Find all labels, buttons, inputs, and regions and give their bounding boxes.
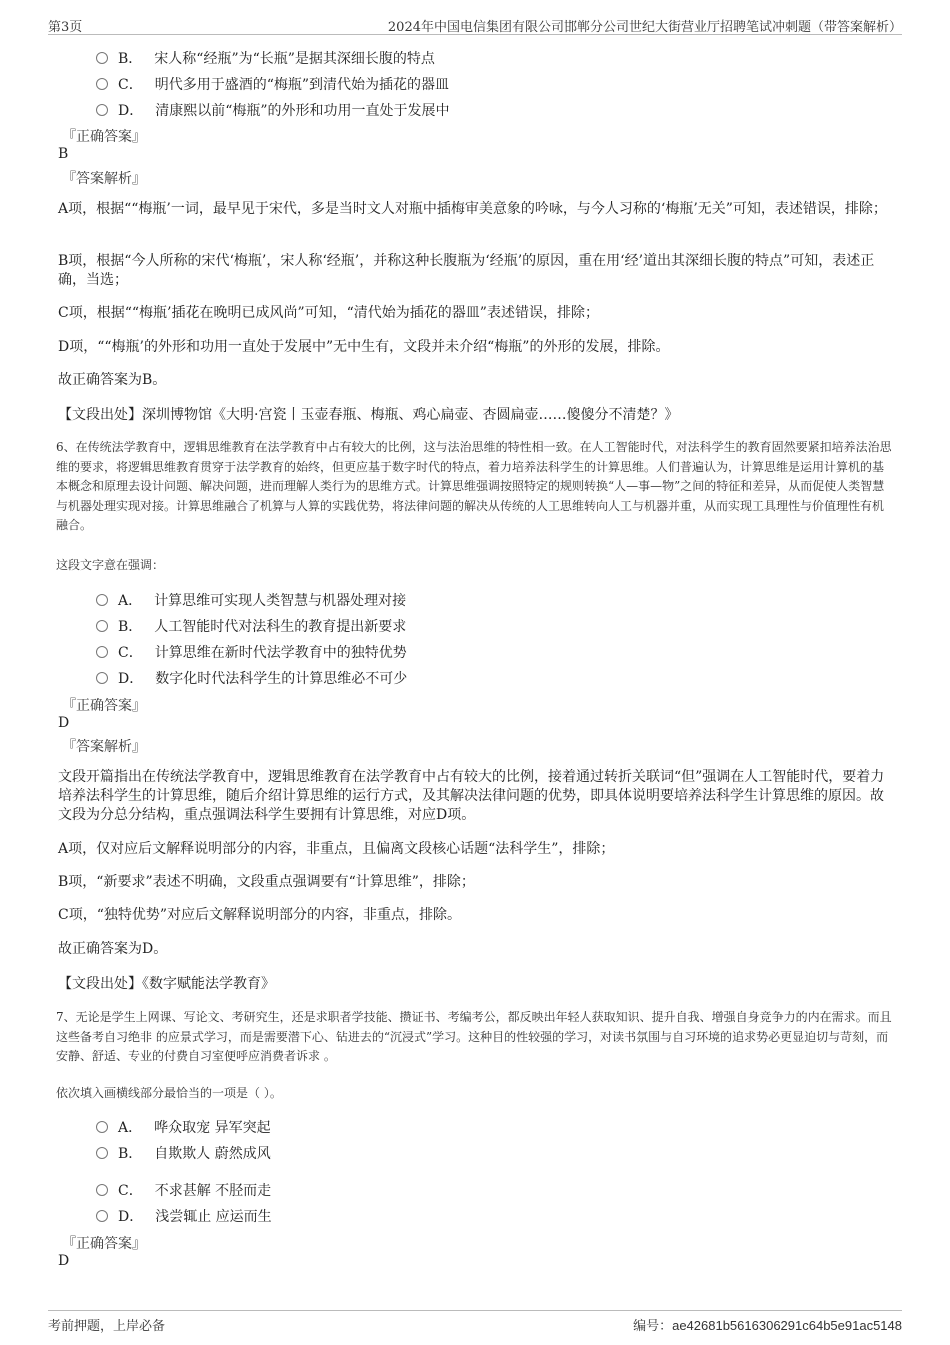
analysis-paragraph: C项，根据““梅瓶’插花在晚明已成风尚”可知，“清代始为插花的器皿”表述错误，排除； <box>58 305 599 321</box>
analysis-paragraph: D项，““梅瓶’的外形和功用一直处于发展中”无中生有，文段并未介绍“梅瓶”的外形的发展，排除。 <box>58 339 670 355</box>
analysis-conclusion: 故正确答案为D。 <box>58 941 168 957</box>
analysis-paragraph: A项，根据““梅瓶’一词，最早见于宋代，多是当时文人对瓶中插梅审美意象的吟咏，与今人习称的‘梅瓶’无关”可知，表述错误，排除； <box>58 201 887 217</box>
answer-label: 『正确答案』 <box>62 1236 146 1252</box>
page-number: 第3页 <box>48 20 83 35</box>
radio-icon[interactable] <box>96 620 108 632</box>
radio-icon[interactable] <box>96 104 108 116</box>
analysis-paragraph: C项，“独特优势”对应后文解释说明部分的内容，非重点，排除。 <box>58 907 462 923</box>
analysis-paragraph: 文段开篇指出在传统法学教育中，逻辑思维教育在法学教育中占有较大的比例，接着通过转折关联词“但”强调在人工智能时代，要着力培养法科学生的计算思维，随后介绍计算思维的运行方式，及其解决法律问题的优势，即具体说明要培养法科学生计算思维的原因。故文段为分总分结构，重点强调法科学生要拥有计算思维，对应D项。 <box>58 769 885 823</box>
footer-slogan: 考前押题，上岸必备 <box>48 1319 166 1334</box>
analysis-paragraph: B项，“新要求”表述不明确，文段重点强调要有“计算思维”，排除； <box>58 874 475 890</box>
option-q7-a[interactable]: A． 哗众取宠 异军突起 <box>96 1117 271 1137</box>
question-stem: 依次填入画横线部分最恰当的一项是（ ）。 <box>56 1086 282 1100</box>
option-q6-d[interactable]: D． 数字化时代法科学生的计算思维必不可少 <box>96 668 407 688</box>
question-stem: 这段文字意在强调： <box>56 558 165 572</box>
analysis-label: 『答案解析』 <box>62 739 146 755</box>
radio-icon[interactable] <box>96 594 108 606</box>
analysis-paragraph: A项，仅对应后文解释说明部分的内容，非重点，且偏离文段核心话题“法科学生”，排除； <box>58 841 615 857</box>
radio-icon[interactable] <box>96 78 108 90</box>
option-q6-a[interactable]: A． 计算思维可实现人类智慧与机器处理对接 <box>96 590 406 610</box>
analysis-conclusion: 故正确答案为B。 <box>58 372 167 388</box>
analysis-label: 『答案解析』 <box>62 171 146 187</box>
page-header <box>48 12 902 35</box>
radio-icon[interactable] <box>96 1184 108 1196</box>
radio-icon[interactable] <box>96 646 108 658</box>
option-q7-b[interactable]: B． 自欺欺人 蔚然成风 <box>96 1143 271 1163</box>
option-q7-c[interactable]: C． 不求甚解 不胫而走 <box>96 1180 271 1200</box>
passage-source: 【文段出处】深圳博物馆《大明·宫瓷丨玉壶春瓶、梅瓶、鸡心扁壶、杏圆扁壶……傻傻分不清楚？》 <box>58 407 679 423</box>
passage-source: 【文段出处】《数字赋能法学教育》 <box>58 976 275 992</box>
option-q5-c[interactable]: C． 明代多用于盛酒的“梅瓶”到清代始为插花的器皿 <box>96 74 449 94</box>
option-q5-d[interactable]: D． 清康熙以前“梅瓶”的外形和功用一直处于发展中 <box>96 100 450 120</box>
analysis-paragraph: B项，根据“今人所称的宋代‘梅瓶’，宋人称‘经瓶’，并称这种长腹瓶为‘经瓶’的原因，重在用‘经’道出其深细长腹的特点”可知，表述正确，当选； <box>58 253 875 288</box>
answer-label: 『正确答案』 <box>62 129 146 145</box>
radio-icon[interactable] <box>96 1121 108 1133</box>
answer-label: 『正确答案』 <box>62 698 146 714</box>
option-q6-c[interactable]: C． 计算思维在新时代法学教育中的独特优势 <box>96 642 407 662</box>
question-passage: 7、无论是学生上网课、写论文、考研究生，还是求职者学技能、攒证书、考编考公，都反映出年轻人获取知识、提升自我、增强自身竞争力的内在需求。而且这些备考自习绝非 的应景式学习，而是需要潜下心、钻进去的“沉浸式”学习。这种目的性较强的学习，对读书氛围与自习环境的追求势必更显迫切与苛刻，而安静、舒适、专业的付费自习室便呼应消费者诉求 。 <box>56 1010 892 1063</box>
radio-icon[interactable] <box>96 52 108 64</box>
option-q5-b[interactable]: B． 宋人称“经瓶”为“长瓶”是据其深细长腹的特点 <box>96 48 435 68</box>
option-q6-b[interactable]: B． 人工智能时代对法科生的教育提出新要求 <box>96 616 406 636</box>
document-title: 2024年中国电信集团有限公司邯郸分公司世纪大街营业厅招聘笔试冲刺题（带答案解析） <box>387 20 902 35</box>
radio-icon[interactable] <box>96 1210 108 1222</box>
radio-icon[interactable] <box>96 672 108 684</box>
radio-icon[interactable] <box>96 1147 108 1159</box>
page-footer <box>48 1310 902 1335</box>
answer-value: B <box>58 146 69 162</box>
answer-value: D <box>58 715 70 731</box>
question-passage: 6、在传统法学教育中，逻辑思维教育在法学教育中占有较大的比例，这与法治思维的特性相一致。在人工智能时代，对法科学生的教育固然要紧扣培养法治思维的要求，将逻辑思维教育贯穿于法学教育的始终，但更应基于数字时代的特点，着力培养法科学生的计算思维。人们普遍认为，计算思维是运用计算机的基本概念和原理去设计问题、解决问题，进而理解人类行为的思维方式。计算思维强调按照特定的规则转换“人—事—物”之间的特征和差异，从而促使人类智慧与机器处理实现对接。计算思维融合了机算与人算的实践优势，将法律问题的解决从传统的人工思维转向人工与机器并重，从而实现工具理性与价值理性有机融合。 <box>56 440 892 532</box>
document-code: 编号：ae42681b5616306291c64b5e91ac5148 <box>633 1318 902 1334</box>
answer-value: D <box>58 1253 70 1269</box>
option-q7-d[interactable]: D． 浅尝辄止 应运而生 <box>96 1206 272 1226</box>
